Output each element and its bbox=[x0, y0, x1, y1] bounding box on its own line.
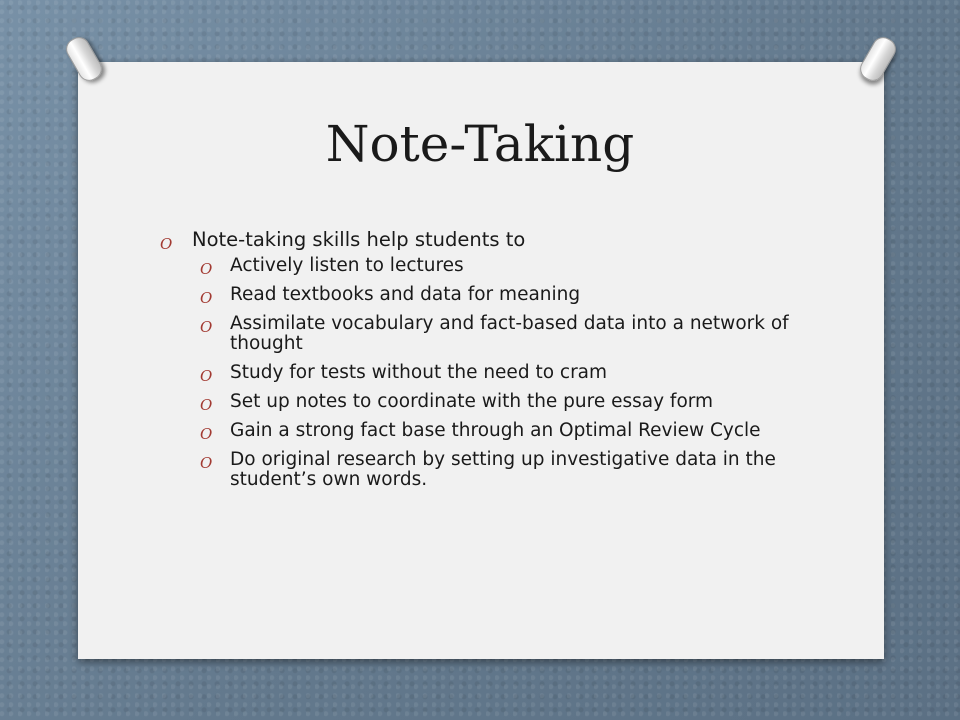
list-item-text: Assimilate vocabulary and fact-based data into a network of thought bbox=[230, 313, 789, 354]
list-item-text: Actively listen to lectures bbox=[230, 255, 464, 276]
slide-body bbox=[160, 228, 820, 499]
list-item-text: Set up notes to coordinate with the pure essay form bbox=[230, 391, 714, 412]
list-item bbox=[200, 256, 820, 276]
bullet-icon: O bbox=[200, 318, 213, 336]
list-item-text: Study for tests without the need to cram bbox=[230, 362, 608, 383]
list-item-text: Read textbooks and data for meaning bbox=[230, 284, 581, 305]
list-item bbox=[200, 392, 820, 412]
list-item bbox=[200, 363, 820, 383]
bullet-icon: O bbox=[200, 260, 213, 278]
bullet-icon: O bbox=[200, 454, 213, 472]
list-item bbox=[200, 450, 820, 490]
bullet-icon: O bbox=[200, 367, 213, 385]
list-item bbox=[200, 421, 820, 441]
bullet-icon: O bbox=[200, 396, 213, 414]
bullet-icon: O bbox=[160, 235, 173, 253]
list-item bbox=[200, 314, 820, 354]
bullet-icon: O bbox=[200, 425, 213, 443]
bullet-icon: O bbox=[200, 289, 213, 307]
list-item-text: Gain a strong fact base through an Optimal Review Cycle bbox=[230, 420, 761, 441]
intro-text: Note-taking skills help students to bbox=[192, 228, 526, 251]
slide-title: Note-Taking bbox=[325, 115, 635, 173]
bullet-list bbox=[160, 256, 820, 490]
list-item bbox=[200, 285, 820, 305]
intro-bullet bbox=[160, 228, 820, 252]
list-item-text: Do original research by setting up investigative data in the student’s own words. bbox=[230, 449, 776, 490]
